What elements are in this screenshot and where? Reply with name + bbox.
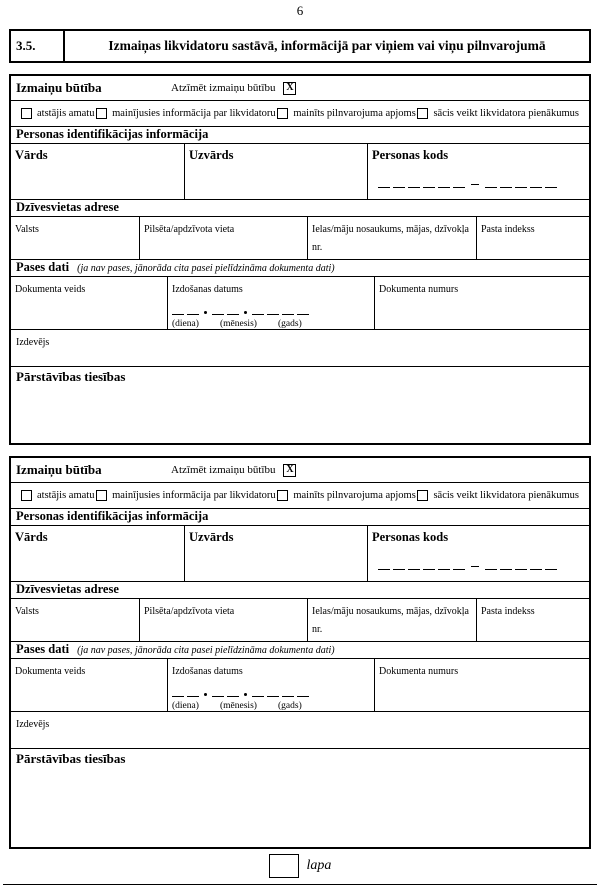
write-cell	[267, 689, 279, 697]
write-cell	[423, 562, 435, 570]
option-label: mainīts pilnvarojuma apjoms	[293, 490, 416, 502]
representation-rights-label: Pārstāvības tiesības	[16, 751, 126, 767]
write-cell	[212, 689, 224, 697]
write-cell	[500, 180, 512, 188]
option-label: mainījusies informācija par likvidatoru	[112, 108, 276, 120]
checkbox-atstajis-amatu[interactable]	[21, 108, 32, 119]
country-label: Valsts	[15, 224, 39, 236]
last-name-label: Uzvārds	[189, 530, 234, 545]
write-cell	[485, 180, 497, 188]
write-cell	[297, 307, 309, 315]
change-nature-row	[11, 458, 589, 483]
first-name-field[interactable]	[11, 526, 185, 581]
personal-code-field[interactable]	[368, 144, 589, 199]
option-sacis-veikt-pienakumus	[417, 108, 579, 119]
option-label: mainījusies informācija par likvidatoru	[112, 490, 276, 502]
postal-code-field[interactable]	[477, 599, 589, 641]
issuer-field[interactable]	[11, 712, 589, 749]
checkbox-mainits-pilnvarojums[interactable]	[277, 490, 288, 501]
write-cell	[515, 180, 527, 188]
country-field[interactable]	[11, 599, 140, 641]
option-label: sācis veikt likvidatora pienākumus	[433, 108, 579, 120]
date-separator-dot	[244, 693, 247, 696]
write-cell	[485, 562, 497, 570]
option-label: mainīts pilnvarojuma apjoms	[293, 108, 416, 120]
change-nature-checkbox-icon[interactable]: X	[283, 82, 296, 95]
passport-row	[11, 277, 589, 330]
change-block-1	[9, 74, 591, 445]
write-cell	[530, 180, 542, 188]
write-cell	[378, 562, 390, 570]
change-nature-row	[11, 76, 589, 101]
change-options-row	[11, 483, 589, 509]
date-sublabels	[172, 701, 370, 711]
section-number: 3.5.	[11, 31, 65, 61]
postal-code-label: Pasta indekss	[481, 224, 535, 236]
person-id-section-header: Personas identifikācijas informācija	[11, 127, 589, 144]
lapa-label: lapa	[306, 858, 332, 873]
page-footer	[0, 854, 600, 878]
write-cell	[438, 180, 450, 188]
write-cell	[393, 180, 405, 188]
address-row	[11, 599, 589, 642]
document-type-label: Dokumenta veids	[15, 666, 86, 678]
form-title: Izmaiņas likvidatoru sastāvā, informācijā par viņiem vai viņu pilnvarojumā	[108, 38, 546, 53]
document-number-field[interactable]	[375, 277, 589, 329]
date-month-group	[212, 307, 242, 315]
mark-change-label: Atzīmēt izmaiņu būtību	[171, 82, 276, 95]
first-name-field[interactable]	[11, 144, 185, 199]
day-label: (diena)	[172, 319, 199, 330]
option-atstajis-amatu	[21, 490, 94, 501]
date-separator-dot	[244, 311, 247, 314]
option-label: atstājis amatu	[37, 490, 95, 502]
write-cell	[438, 562, 450, 570]
city-field[interactable]	[140, 217, 308, 259]
date-sublabels	[172, 319, 370, 329]
page-bottom-rule	[3, 884, 597, 885]
street-label: Ielas/māju nosaukums, mājas, dzīvokļa nr.	[312, 606, 469, 636]
change-block-2	[9, 456, 591, 849]
representation-rights-field[interactable]	[11, 367, 589, 443]
write-cell	[545, 562, 557, 570]
issuer-label: Izdevējs	[16, 719, 50, 731]
name-row	[11, 144, 589, 200]
code-group-1	[378, 562, 468, 570]
first-name-label: Vārds	[15, 148, 48, 163]
street-field[interactable]	[308, 599, 477, 641]
change-options-row	[11, 101, 589, 127]
change-nature-checkbox-icon[interactable]: X	[283, 464, 296, 477]
date-year-group	[252, 689, 312, 697]
issuer-field[interactable]	[11, 330, 589, 367]
city-label: Pilsēta/apdzīvota vieta	[144, 606, 235, 618]
page-number: 6	[296, 3, 304, 18]
issue-date-field[interactable]	[168, 277, 375, 329]
write-cell	[227, 689, 239, 697]
write-cell	[393, 562, 405, 570]
write-cell	[282, 689, 294, 697]
issue-date-write-area[interactable]	[172, 307, 370, 315]
passport-section-header	[11, 642, 589, 659]
option-sacis-veikt-pienakumus	[417, 490, 579, 501]
option-mainijusies-informacija	[96, 490, 276, 501]
date-year-group	[252, 307, 312, 315]
document-type-field[interactable]	[11, 277, 168, 329]
write-cell	[453, 562, 465, 570]
person-id-section-header: Personas identifikācijas informācija	[11, 509, 589, 526]
address-section-header: Dzīvesvietas adrese	[11, 582, 589, 599]
representation-rights-field[interactable]	[11, 749, 589, 847]
write-cell	[297, 689, 309, 697]
passport-section-title: Pases dati	[16, 642, 70, 657]
postal-code-label: Pasta indekss	[481, 606, 535, 618]
personal-code-label: Personas kods	[372, 148, 449, 163]
option-mainits-pilnvarojums	[277, 108, 415, 119]
code-group-2	[485, 180, 560, 188]
option-atstajis-amatu	[21, 108, 94, 119]
option-label: atstājis amatu	[37, 108, 95, 120]
passport-note: (ja nav pases, jānorāda cita pasei pielīdzināma dokumenta dati)	[77, 645, 335, 657]
address-row	[11, 217, 589, 260]
passport-section-header	[11, 260, 589, 277]
write-cell	[423, 180, 435, 188]
document-type-label: Dokumenta veids	[15, 284, 86, 296]
city-label: Pilsēta/apdzīvota vieta	[144, 224, 235, 236]
write-cell	[408, 180, 420, 188]
date-day-group	[172, 689, 202, 697]
checkbox-sacis-veikt-pienakumus[interactable]	[417, 490, 428, 501]
code-dash	[471, 566, 479, 567]
representation-rights-write-area	[16, 767, 584, 845]
checkbox-atstajis-amatu[interactable]	[21, 490, 32, 501]
personal-code-write-area[interactable]	[378, 180, 585, 188]
mark-change-label: Atzīmēt izmaiņu būtību	[171, 464, 276, 477]
write-cell	[453, 180, 465, 188]
write-cell	[500, 562, 512, 570]
write-cell	[172, 307, 184, 315]
date-separator-dot	[204, 311, 207, 314]
option-mainits-pilnvarojums	[277, 490, 415, 501]
representation-rights-write-area	[16, 385, 584, 441]
day-label: (diena)	[172, 701, 199, 712]
write-cell	[172, 689, 184, 697]
document-number-label: Dokumenta numurs	[379, 284, 459, 296]
city-field[interactable]	[140, 599, 308, 641]
issue-date-label: Izdošanas datums	[172, 666, 243, 678]
country-label: Valsts	[15, 606, 39, 618]
page-number-box[interactable]	[269, 854, 299, 878]
write-cell	[282, 307, 294, 315]
checkbox-mainijusies-informacija[interactable]	[96, 108, 107, 119]
checkbox-mainijusies-informacija[interactable]	[96, 490, 107, 501]
name-row	[11, 526, 589, 582]
document-number-field[interactable]	[375, 659, 589, 711]
write-cell	[267, 307, 279, 315]
write-cell	[408, 562, 420, 570]
write-cell	[227, 307, 239, 315]
passport-note: (ja nav pases, jānorāda cita pasei pielīdzināma dokumenta dati)	[77, 263, 335, 275]
document-number-label: Dokumenta numurs	[379, 666, 459, 678]
month-label: (mēnesis)	[220, 319, 257, 330]
code-dash	[471, 184, 479, 185]
year-label: (gads)	[278, 701, 302, 712]
issue-date-field[interactable]	[168, 659, 375, 711]
write-cell	[212, 307, 224, 315]
document-type-field[interactable]	[11, 659, 168, 711]
form-header	[9, 29, 591, 63]
write-cell	[187, 307, 199, 315]
write-cell	[530, 562, 542, 570]
personal-code-label: Personas kods	[372, 530, 449, 545]
checkbox-mainits-pilnvarojums[interactable]	[277, 108, 288, 119]
code-group-2	[485, 562, 560, 570]
last-name-field[interactable]	[185, 526, 368, 581]
representation-rights-label: Pārstāvības tiesības	[16, 369, 126, 385]
code-group-1	[378, 180, 468, 188]
street-label: Ielas/māju nosaukums, mājas, dzīvokļa nr.	[312, 224, 469, 254]
last-name-field[interactable]	[185, 144, 368, 199]
issue-date-label: Izdošanas datums	[172, 284, 243, 296]
passport-section-title: Pases dati	[16, 260, 70, 275]
write-cell	[252, 689, 264, 697]
last-name-label: Uzvārds	[189, 148, 234, 163]
issuer-label: Izdevējs	[16, 337, 50, 349]
month-label: (mēnesis)	[220, 701, 257, 712]
change-nature-label: Izmaiņu būtība	[16, 462, 102, 478]
change-nature-label: Izmaiņu būtība	[16, 80, 102, 96]
first-name-label: Vārds	[15, 530, 48, 545]
option-mainijusies-informacija	[96, 108, 276, 119]
write-cell	[252, 307, 264, 315]
issue-date-write-area[interactable]	[172, 689, 370, 697]
date-month-group	[212, 689, 242, 697]
postal-code-field[interactable]	[477, 217, 589, 259]
country-field[interactable]	[11, 217, 140, 259]
checkbox-sacis-veikt-pienakumus[interactable]	[417, 108, 428, 119]
date-day-group	[172, 307, 202, 315]
option-label: sācis veikt likvidatora pienākumus	[433, 490, 579, 502]
personal-code-write-area[interactable]	[378, 562, 585, 570]
year-label: (gads)	[278, 319, 302, 330]
personal-code-field[interactable]	[368, 526, 589, 581]
date-separator-dot	[204, 693, 207, 696]
write-cell	[187, 689, 199, 697]
write-cell	[545, 180, 557, 188]
street-field[interactable]	[308, 217, 477, 259]
write-cell	[515, 562, 527, 570]
address-section-header: Dzīvesvietas adrese	[11, 200, 589, 217]
write-cell	[378, 180, 390, 188]
passport-row	[11, 659, 589, 712]
